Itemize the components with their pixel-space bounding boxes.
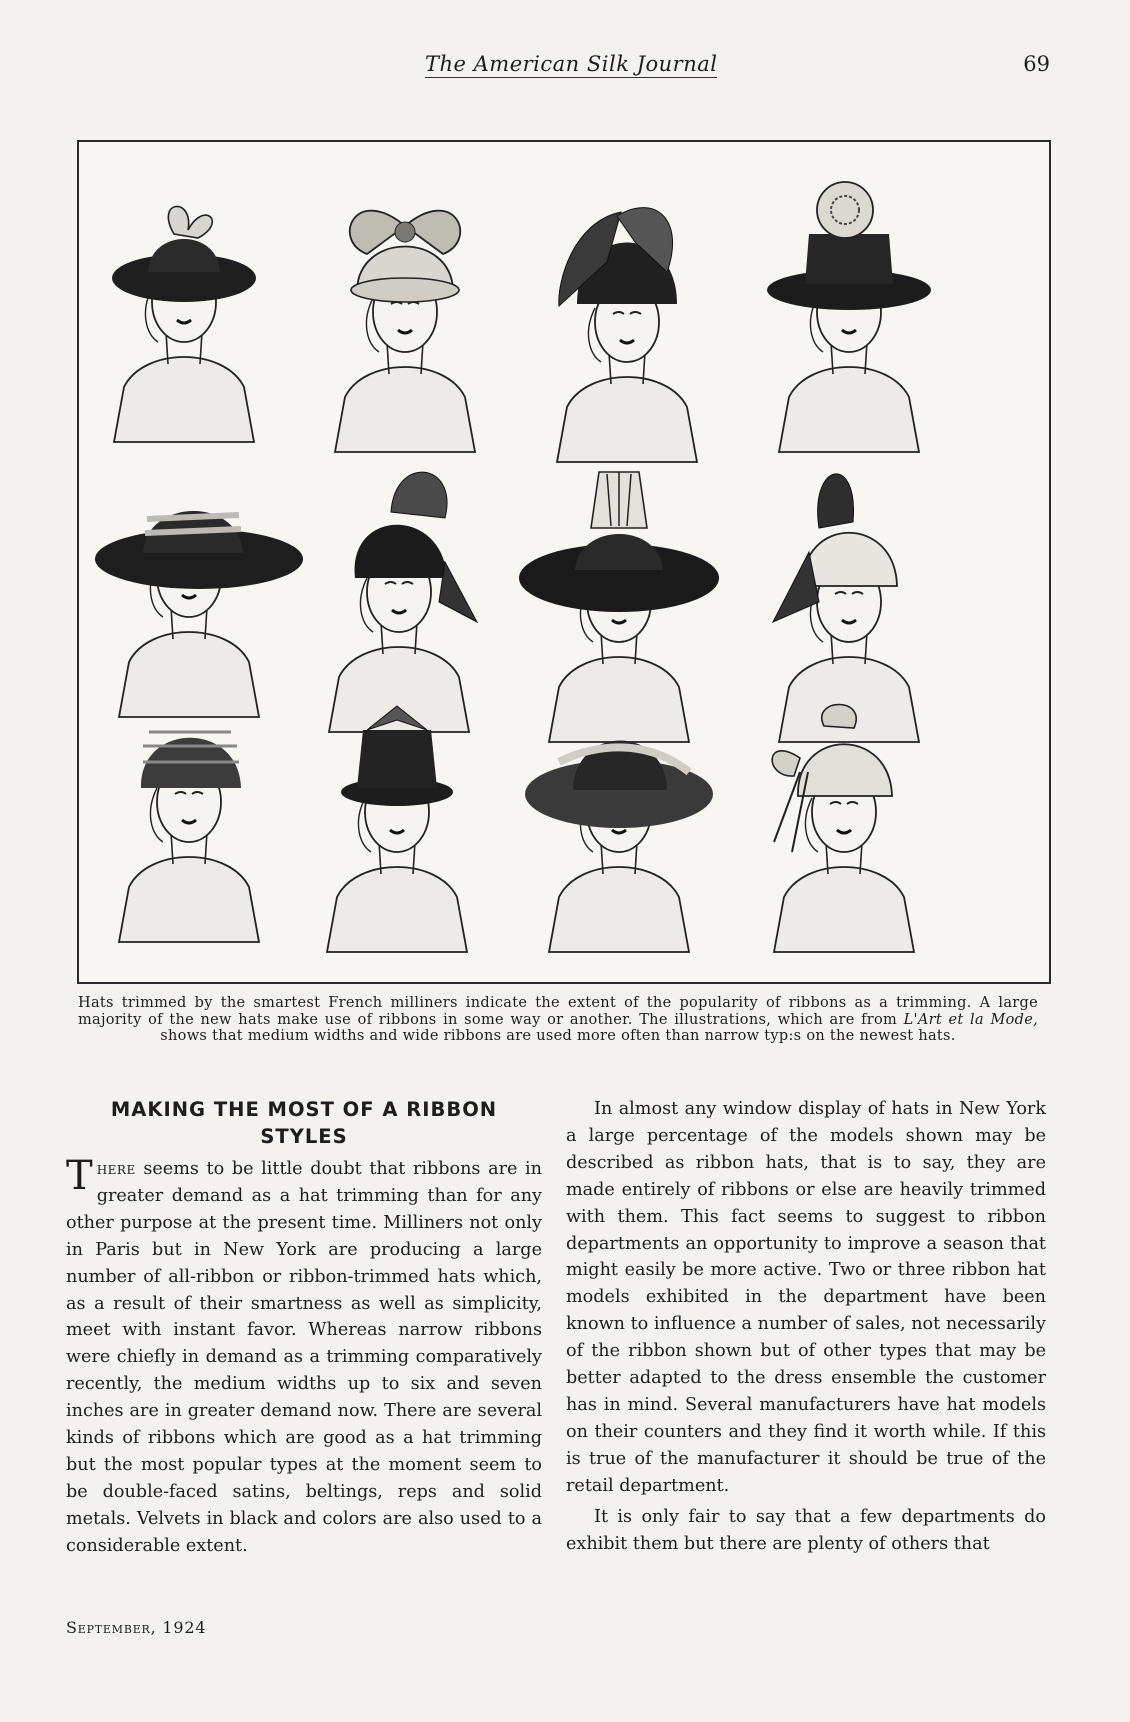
page-number: 69	[1023, 52, 1050, 76]
hat-figure	[112, 206, 256, 442]
running-head	[0, 52, 1130, 82]
hat-figure	[329, 472, 477, 732]
article-paragraph-3: It is only fair to say that a few departments do exhibit them but there are plenty of others that	[566, 1506, 1046, 1554]
article-column-right	[566, 1096, 1046, 1557]
hat-illustration-svg	[79, 142, 1049, 982]
hat-figure	[767, 182, 931, 452]
article-column-left	[66, 1096, 542, 1560]
hat-illustration-plate	[77, 140, 1051, 984]
article-paragraph-1	[66, 1153, 542, 1560]
hat-figure	[557, 208, 697, 462]
caption-source-title: L'Art et la Mode,	[903, 1011, 1039, 1028]
hat-figure	[519, 472, 719, 742]
hat-figure	[119, 732, 259, 942]
hat-figure	[335, 211, 475, 452]
headline-line-2: STYLES	[260, 1125, 348, 1148]
headline-line-1: MAKING THE MOST OF A RIBBON	[110, 1098, 498, 1121]
hat-figure	[327, 706, 467, 952]
paragraph-1-text: seems to be little doubt that ribbons are in greater demand as a hat trimming than for any other purpose at the present time. Milliners not only in Paris but in New York are producing a large number of all-ribbon or ribbon-trimmed hats which, as a result of their smartness as well as simplicity, meet with instant favor. Whereas narrow ribbons were chiefly in demand as a trimming comparatively recently, the medium widths up to six and seven inches are in greater demand now. There are several kinds of ribbons which are good as a hat trimming but the most popular types at the moment seem to be double-faced satins, beltings, reps and solid metals. Velvets in black and colors are also used to a considerable extent.	[66, 1159, 542, 1556]
lead-caps: here	[96, 1159, 136, 1179]
hat-figure	[525, 741, 713, 953]
caption-text-2: shows that medium widths and wide ribbons are used more often than narrow typ:s on the newest hats.	[160, 1028, 956, 1044]
hat-figure	[95, 511, 303, 717]
article-paragraph-2: In almost any window display of hats in New York a large percentage of the models shown may be described as ribbon hats, that is to say, they are made entirely of ribbons or else are heavily trimmed with them. This fact seems to suggest to ribbon departments an opportunity to improve a season that might easily be more active. Two or three ribbon hat models exhibited in the department have been known to influence a number of sales, not necessarily of the ribbon shown but of other types that may be better adapted to the dress ensemble the customer has in mind. Several manufacturers have hat models on their counters and they find it worth while. If this is true of the manufacturer it should be true of the retail department.	[566, 1099, 1046, 1496]
plate-caption	[78, 995, 1038, 1045]
hat-figure	[773, 474, 919, 742]
article-headline	[66, 1096, 542, 1150]
caption-text-1: Hats trimmed by the smartest French milliners indicate the extent of the popularity of ribbons as a trimming. A large majority of the new hats make use of ribbons in some way or another. The illustrations, which are from	[78, 995, 1038, 1028]
drop-cap: T	[66, 1153, 93, 1199]
journal-title: The American Silk Journal	[425, 52, 718, 76]
footer-date: September, 1924	[66, 1618, 207, 1637]
